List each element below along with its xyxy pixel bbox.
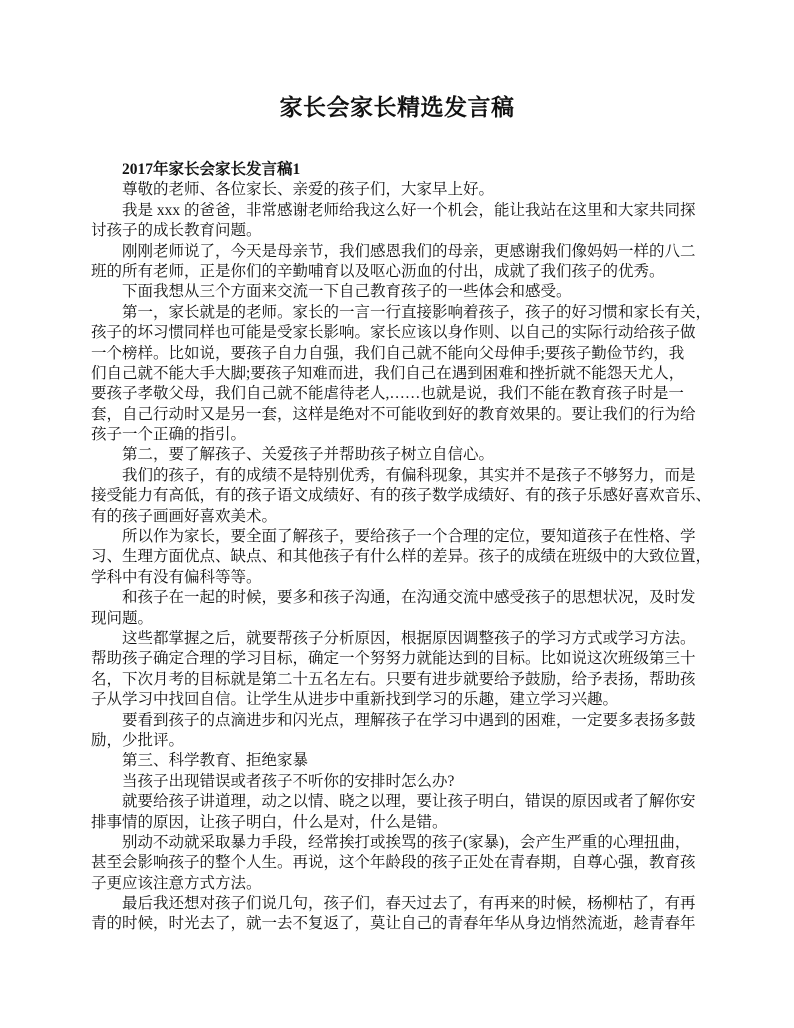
paragraph-line: 排事情的原因，让孩子明白，什么是对，什么是错。: [91, 813, 448, 831]
paragraph-line: 青的时候，时光去了，就一去不复返了，莫让自己的青春年华从身边悄然流逝，趁青春年: [91, 915, 696, 933]
paragraph-line: 学科中有没有偏科等等。: [91, 568, 262, 586]
paragraph: [91, 527, 731, 588]
paragraph-line: 帮助孩子确定合理的学习目标，确定一个努努力就能达到的目标。比如说这次班级第三十: [91, 650, 696, 668]
paragraph-line: 最后我还想对孩子们说几句，孩子们，春天过去了，有再来的时候，杨柳枯了，有再: [122, 895, 696, 913]
paragraph-line: 第三、科学教育、拒绝家暴: [122, 752, 309, 770]
paragraph: [91, 772, 731, 792]
paragraph-line: 这些都掌握之后，就要帮孩子分析原因，根据原因调整孩子的学习方式或学习方法。: [122, 629, 696, 647]
paragraph: [91, 792, 731, 833]
paragraph-line: 习、生理方面优点、缺点、和其他孩子有什么样的差异。孩子的成绩在班级中的大致位置，: [91, 548, 712, 566]
paragraph-line: 要看到孩子的点滴进步和闪光点，理解孩子在学习中遇到的困难，一定要多表扬多鼓: [122, 711, 696, 729]
paragraph-line: 要孩子孝敬父母，我们自己就不能虐待老人,……也就是说，我们不能在教育孩子时是一: [91, 385, 684, 403]
paragraph-line: 刚刚老师说了，今天是母亲节，我们感恩我们的母亲，更感谢我们像妈妈一样的八二: [122, 242, 696, 260]
paragraph-line: 孩子一个正确的指引。: [91, 426, 247, 444]
paragraph-line: 套，自己行动时又是另一套，这样是绝对不可能收到好的教育效果的。要让我们的行为给: [91, 405, 696, 423]
paragraph-line: 一个榜样。比如说，要孩子自力自强，我们自己就不能向父母伸手;要孩子勤俭节约，我: [91, 344, 685, 362]
paragraph-line: 所以作为家长，要全面了解孩子，要给孩子一个合理的定位，要知道孩子在性格、学: [122, 528, 696, 546]
paragraph-line: 和孩子在一起的时候，要多和孩子沟通，在沟通交流中感受孩子的思想状况，及时发: [122, 589, 696, 607]
document-body: [91, 160, 731, 935]
paragraph: [91, 588, 731, 629]
paragraph: [91, 629, 731, 711]
paragraph: [91, 180, 731, 200]
paragraph-line: 名，下次月考的目标就是第二十五名左右。只要有进步就要给予鼓励，给予表扬，帮助孩: [91, 670, 696, 688]
paragraph: [91, 894, 731, 935]
paragraph-line: 就要给孩子讲道理，动之以情、晓之以理，要让孩子明白，错误的原因或者了解你安: [122, 793, 696, 811]
paragraph-line: 第二，要了解孩子、关爱孩子并帮助孩子树立自信心。: [122, 446, 495, 464]
paragraph-line: 有的孩子画画好喜欢美术。: [91, 507, 278, 525]
paragraph-line: 接受能力有高低，有的孩子语文成绩好、有的孩子数学成绩好、有的孩子乐感好喜欢音乐、: [91, 487, 712, 505]
paragraph-line: 我是 xxx 的爸爸，非常感谢老师给我这么好一个机会，能让我站在这里和大家共同探: [122, 201, 696, 219]
paragraph-line: 我们的孩子，有的成绩不是特别优秀，有偏科现象，其实并不是孩子不够努力，而是: [122, 466, 696, 484]
paragraph-line: 励，少批评。: [91, 731, 185, 749]
document-title: 家长会家长精选发言稿: [279, 95, 515, 120]
paragraph-line: 子从学习中找回自信。让学生从进步中重新找到学习的乐趣，建立学习兴趣。: [91, 691, 619, 709]
paragraph: [91, 303, 731, 446]
paragraph: [91, 242, 731, 283]
section-heading: 2017年家长会家长发言稿1: [122, 161, 301, 178]
paragraph: [91, 466, 731, 527]
paragraph-line: 们自己就不能大手大脚;要孩子知难而进，我们自己在遇到困难和挫折就不能怨天尤人，: [91, 364, 685, 382]
paragraph: [91, 282, 731, 302]
paragraph-line: 第一，家长就是的老师。家长的一言一行直接影响着孩子，孩子的好习惯和家长有关，: [122, 303, 712, 321]
paragraph-line: 孩子的坏习惯同样也可能是受家长影响。家长应该以身作则、以自己的实际行动给孩子做: [91, 324, 696, 342]
paragraph: [91, 201, 731, 242]
paragraph-line: 讨孩子的成长教育问题。: [91, 222, 262, 240]
paragraph-line: 尊敬的老师、各位家长、亲爱的孩子们，大家早上好。: [122, 181, 495, 199]
paragraph: [91, 833, 731, 894]
paragraph-line: 子更应该注意方式方法。: [91, 874, 262, 892]
paragraph: [91, 751, 731, 771]
paragraph-line: 别动不动就采取暴力手段，经常挨打或挨骂的孩子(家暴)，会产生严重的心理扭曲，: [122, 833, 691, 851]
paragraph-line: 班的所有老师，正是你们的辛勤哺育以及呕心沥血的付出，成就了我们孩子的优秀。: [91, 262, 665, 280]
paragraph-line: 当孩子出现错误或者孩子不听你的安排时怎么办?: [122, 772, 455, 790]
paragraph-line: 下面我想从三个方面来交流一下自己教育孩子的一些体会和感受。: [122, 283, 572, 301]
paragraph-line: 甚至会影响孩子的整个人生。再说，这个年龄段的孩子正处在青春期，自尊心强，教育孩: [91, 854, 696, 872]
paragraph: [91, 711, 731, 752]
paragraph: [91, 445, 731, 465]
paragraph-line: 现问题。: [91, 609, 154, 627]
